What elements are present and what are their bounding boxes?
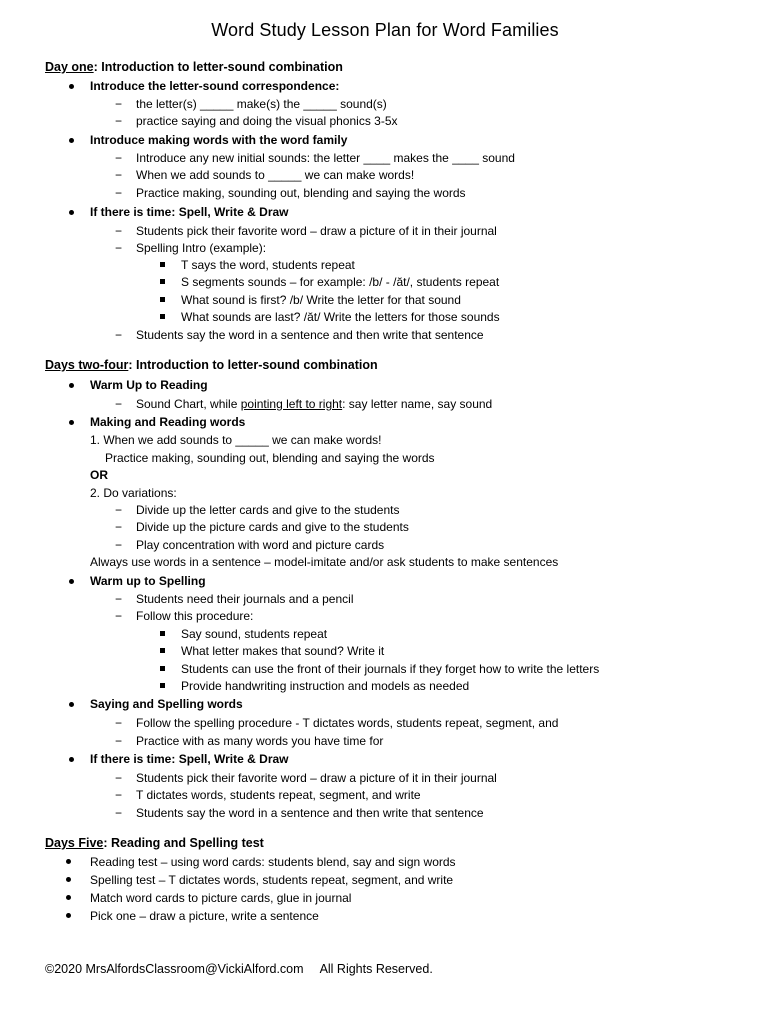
section-heading-day-five [45, 835, 264, 851]
list-item: What sound is first? /b/ Write the letter for that sound [181, 293, 461, 307]
list-item: Students pick their favorite word – draw a picture of it in their journal [136, 224, 497, 238]
list-item: Introduce any new initial sounds: the letter ____ makes the ____ sound [136, 151, 515, 165]
heading-label: Days two-four [45, 358, 129, 372]
bullet-icon [66, 913, 71, 918]
list-item: Sound Chart, while pointing left to right: say letter name, say sound [136, 397, 493, 411]
list-item: Students can use the front of their journals if they forget how to write the letters [181, 662, 600, 676]
heading-label: Days Five [45, 836, 104, 850]
list-item: Play concentration with word and picture cards [136, 538, 385, 552]
dash-icon: − [115, 592, 123, 606]
square-bullet-icon [160, 648, 165, 653]
list-item: If there is time: Spell, Write & Draw [90, 205, 289, 219]
bullet-icon [69, 138, 74, 143]
dash-icon: − [115, 397, 123, 411]
bullet-icon [69, 210, 74, 215]
list-item: If there is time: Spell, Write & Draw [90, 752, 289, 766]
list-item: Introduce making words with the word family [90, 133, 348, 147]
list-item: Making and Reading words [90, 415, 246, 429]
dash-icon: − [115, 151, 123, 165]
dash-icon: − [115, 168, 123, 182]
list-item: T says the word, students repeat [181, 258, 355, 272]
dash-icon: − [115, 771, 123, 785]
list-item: Pick one – draw a picture, write a sentence [90, 909, 319, 923]
footer-copyright: ©2020 MrsAlfordsClassroom@VickiAlford.com [45, 962, 304, 976]
list-item: When we add sounds to _____ we can make words! [136, 168, 415, 182]
bullet-icon [69, 579, 74, 584]
list-item: Practice with as many words you have time for [136, 734, 384, 748]
square-bullet-icon [160, 683, 165, 688]
list-item: Follow this procedure: [136, 609, 254, 623]
list-item: 2. Do variations: [90, 486, 177, 500]
list-item: OR [90, 468, 108, 482]
list-item: Reading test – using word cards: students blend, say and sign words [90, 855, 456, 869]
list-item: Warm up to Spelling [90, 574, 206, 588]
bullet-icon [69, 702, 74, 707]
dash-icon: − [115, 806, 123, 820]
dash-icon: − [115, 114, 123, 128]
list-item: Students need their journals and a pencil [136, 592, 354, 606]
bullet-icon [66, 895, 71, 900]
list-item: Warm Up to Reading [90, 378, 208, 392]
bullet-icon [69, 383, 74, 388]
bullet-icon [69, 757, 74, 762]
heading-label: Day one [45, 60, 94, 74]
square-bullet-icon [160, 631, 165, 636]
list-item: What letter makes that sound? Write it [181, 644, 385, 658]
heading-rest: : Introduction to letter-sound combination [93, 60, 343, 74]
list-item: Say sound, students repeat [181, 627, 328, 641]
bullet-icon [66, 859, 71, 864]
square-bullet-icon [160, 666, 165, 671]
square-bullet-icon [160, 262, 165, 267]
bullet-icon [69, 420, 74, 425]
section-heading-days-two-four [45, 357, 378, 373]
heading-rest: : Reading and Spelling test [103, 836, 264, 850]
square-bullet-icon [160, 297, 165, 302]
bullet-icon [66, 877, 71, 882]
dash-icon: − [115, 538, 123, 552]
list-item: Spelling test – T dictates words, students repeat, segment, and write [90, 873, 454, 887]
footer-rights: All Rights Reserved. [319, 962, 433, 976]
list-item: Divide up the letter cards and give to the students [136, 503, 400, 517]
list-item: Students say the word in a sentence and then write that sentence [136, 806, 484, 820]
list-item: Practice making, sounding out, blending and saying the words [105, 451, 435, 465]
list-item: Always use words in a sentence – model-imitate and/or ask students to make sentences [90, 555, 559, 569]
list-item: practice saying and doing the visual phonics 3-5x [136, 114, 398, 128]
list-item: Introduce the letter-sound correspondence: [90, 79, 340, 93]
list-item: Follow the spelling procedure - T dictates words, students repeat, segment, and [136, 716, 559, 730]
list-item: Students pick their favorite word – draw a picture of it in their journal [136, 771, 497, 785]
dash-icon: − [115, 788, 123, 802]
page-title: Word Study Lesson Plan for Word Families [211, 20, 559, 40]
dash-icon: − [115, 520, 123, 534]
dash-icon: − [115, 734, 123, 748]
dash-icon: − [115, 328, 123, 342]
list-item: Students say the word in a sentence and then write that sentence [136, 328, 484, 342]
dash-icon: − [115, 224, 123, 238]
dash-icon: − [115, 503, 123, 517]
dash-icon: − [115, 716, 123, 730]
heading-rest: : Introduction to letter-sound combination [128, 358, 378, 372]
list-item: Provide handwriting instruction and models as needed [181, 679, 470, 693]
square-bullet-icon [160, 314, 165, 319]
list-item: Saying and Spelling words [90, 697, 243, 711]
list-item: Spelling Intro (example): [136, 241, 267, 255]
list-item: 1. When we add sounds to _____ we can make words! [90, 433, 382, 447]
list-item: What sounds are last? /ăt/ Write the letters for those sounds [181, 310, 500, 324]
dash-icon: − [115, 609, 123, 623]
list-item: the letter(s) _____ make(s) the _____ sound(s) [136, 97, 387, 111]
dash-icon: − [115, 186, 123, 200]
list-item: Practice making, sounding out, blending and saying the words [136, 186, 466, 200]
list-item: Match word cards to picture cards, glue in journal [90, 891, 352, 905]
list-item: Divide up the picture cards and give to the students [136, 520, 409, 534]
bullet-icon [69, 84, 74, 89]
dash-icon: − [115, 97, 123, 111]
footer [45, 962, 433, 976]
dash-icon: − [115, 241, 123, 255]
square-bullet-icon [160, 279, 165, 284]
list-item: S segments sounds – for example: /b/ - /ăt/, students repeat [181, 275, 500, 289]
list-item: T dictates words, students repeat, segment, and write [136, 788, 421, 802]
section-heading-day-one [45, 59, 343, 75]
